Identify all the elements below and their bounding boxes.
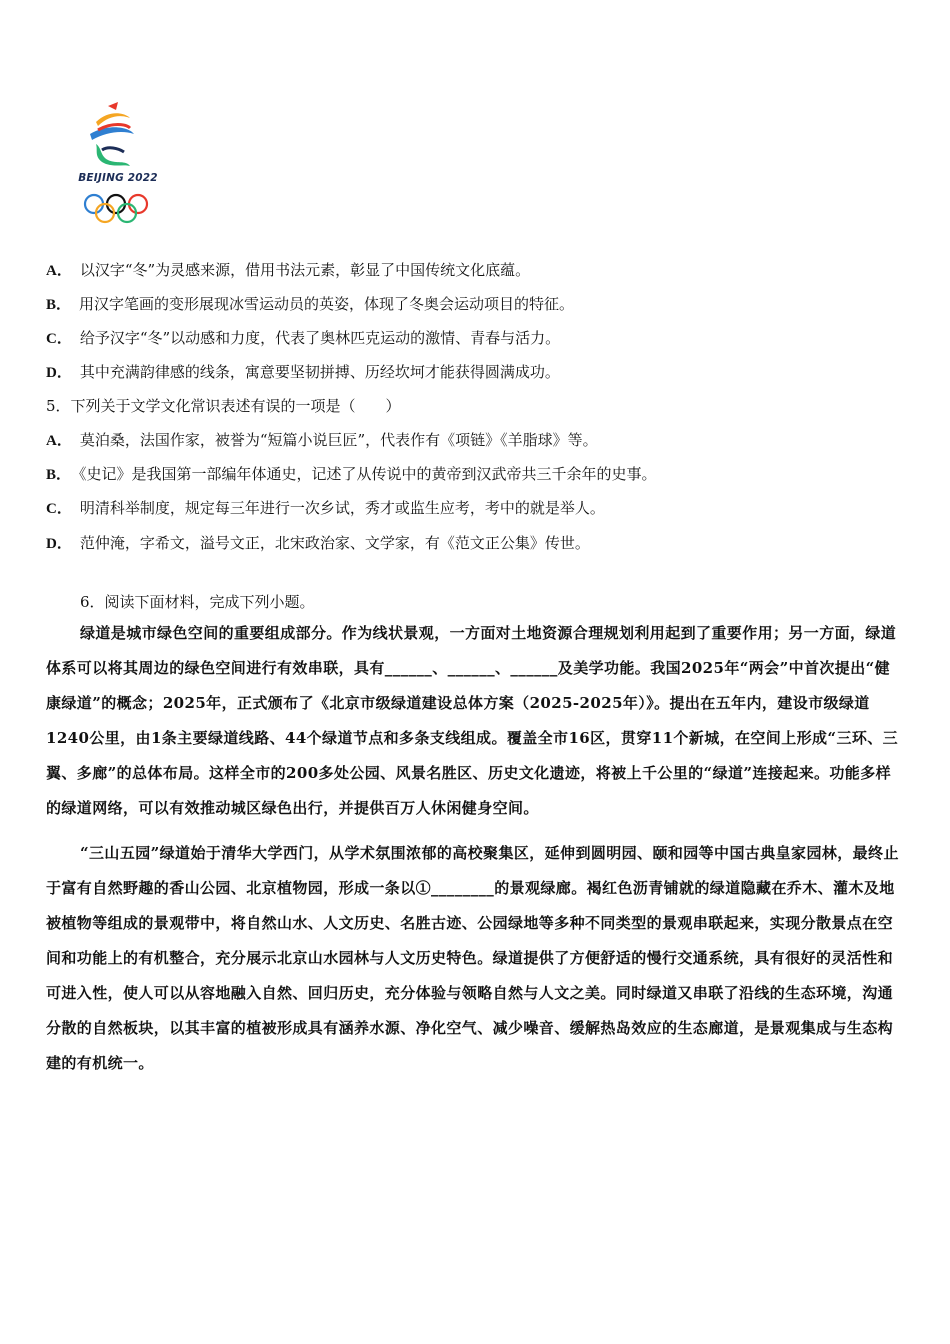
q6-stem: 6．阅读下面材料，完成下列小题。 xyxy=(80,593,315,611)
q5-option-d: D． 范仲淹，字希文，溢号文正，北宋政治家、文学家，有《范文正公集》传世。 xyxy=(46,534,590,552)
winter-emblem-icon xyxy=(78,100,158,172)
q4-option-a: A． 以汉字“冬”为灵感来源，借用书法元素，彰显了中国传统文化底蕴。 xyxy=(46,261,531,279)
beijing-2022-wordmark: BEIJING 2022 xyxy=(78,172,158,184)
q4-option-c: C． 给予汉字“冬”以动感和力度，代表了奥林匹克运动的激情、青春与活力。 xyxy=(46,329,561,347)
q4-option-b: B． 用汉字笔画的变形展现冰雪运动员的英姿，体现了冬奥会运动项目的特征。 xyxy=(46,295,575,313)
q5-stem: 5．下列关于文学文化常识表述有误的一项是（ ） xyxy=(46,397,401,415)
olympic-rings-icon xyxy=(78,188,158,228)
q6-paragraph-2: “三山五园”绿道始于清华大学西门，从学术氛围浓郁的高校聚集区，延伸到圆明园、颐和园等中国古典皇家园林，最终止于富有自然野趣的香山公园、北京植物园，形成一条以①________的景观绿廊。褐红色沥青铺就的绿道隐藏在乔木、灌木及地被植物等组成的景观带中，将自然山水、人文历史、名胜古迹、公园绿地等多种不同类型的景观串联起来，实现分散景点在空间和功能上的有机整合，充分展示北京山水园林与人文历史特色。绿道提供了方便舒适的慢行交通系统，具有很好的灵活性和可进入性，使人可以从容地融入自然、回归历史，充分体验与领略自然与人文之美。同时绿道又串联了沿线的生态环境，沟通分散的自然板块，以其丰富的植被形成具有涵养水源、净化空气、减少噪音、缓解热岛效应的生态廊道，是景观集成与生态构建的有机统一。 xyxy=(46,844,899,1072)
q5-option-a: A． 莫泊桑，法国作家，被誉为“短篇小说巨匠”，代表作有《项链》《羊脂球》等。 xyxy=(46,431,598,449)
q6-paragraph-1: 绿道是城市绿色空间的重要组成部分。作为线状景观，一方面对土地资源合理规划利用起到了重要作用；另一方面，绿道体系可以将其周边的绿色空间进行有效串联，具有______、______、______及美学功能。我国2025年“两会”中首次提出“健康绿道”的概念；2025年，正式颁布了《北京市级绿道建设总体方案（2025-2025年）》。提出在五年内，建设市级绿道1240公里，由1条主要绿道线路、44个绿道节点和多条支线组成。覆盖全市16区，贯穿11个新城，在空间上形成“三环、三翼、多廊”的总体布局。这样全市的200多处公园、风景名胜区、历史文化遗迹，将被上千公里的“绿道”连接起来。功能多样的绿道网络，可以有效推动城区绿色出行，并提供百万人休闲健身空间。 xyxy=(46,624,899,817)
beijing-2022-logo xyxy=(78,100,158,228)
q5-option-b: B． 《史记》是我国第一部编年体通史，记述了从传说中的黄帝到汉武帝共三千余年的史事。 xyxy=(46,465,657,483)
q5-option-c: C． 明清科举制度，规定每三年进行一次乡试，秀才或监生应考，考中的就是举人。 xyxy=(46,499,605,517)
q4-option-d: D． 其中充满韵律感的线条，寓意要坚韧拼搏、历经坎坷才能获得圆满成功。 xyxy=(46,363,560,381)
